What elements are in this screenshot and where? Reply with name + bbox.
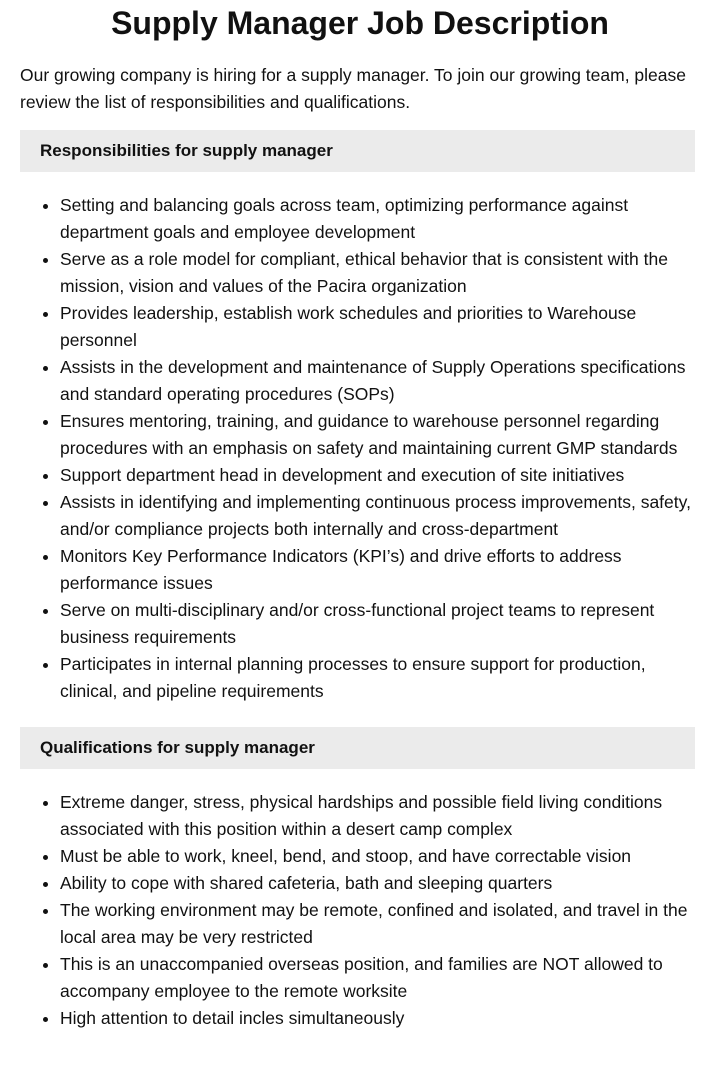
list-item: • The working environment may be remote, confined and isolated, and travel in the local area may be very restricted xyxy=(60,897,700,951)
page-title: Supply Manager Job Description xyxy=(111,5,609,41)
list-item: • Extreme danger, stress, physical hardships and possible field living conditions associated with this position within a desert camp complex xyxy=(60,789,700,843)
list-item: • Serve as a role model for compliant, ethical behavior that is consistent with the mission, vision and values of the Pacira organization xyxy=(60,246,700,300)
list-item: • Setting and balancing goals across team, optimizing performance against department goals and employee development xyxy=(60,192,700,246)
responsibilities-heading: Responsibilities for supply manager xyxy=(20,130,695,172)
list-item: • Provides leadership, establish work schedules and priorities to Warehouse personnel xyxy=(60,300,700,354)
list-item: • Assists in the development and maintenance of Supply Operations specifications and standard operating procedures (SOPs) xyxy=(60,354,700,408)
list-item: • High attention to detail incles simultaneously xyxy=(60,1005,700,1032)
list-item: • Ensures mentoring, training, and guidance to warehouse personnel regarding procedures with an emphasis on safety and maintaining current GMP standards xyxy=(60,408,700,462)
list-item: • Participates in internal planning processes to ensure support for production, clinical, and pipeline requirements xyxy=(60,651,700,705)
list-item: • Support department head in development and execution of site initiatives xyxy=(60,462,700,489)
responsibilities-list xyxy=(0,192,700,705)
list-item: • Serve on multi-disciplinary and/or cross-functional project teams to represent business requirements xyxy=(60,597,700,651)
list-item: • Must be able to work, kneel, bend, and stoop, and have correctable vision xyxy=(60,843,700,870)
list-item: • Assists in identifying and implementing continuous process improvements, safety, and/or compliance projects both internally and cross-department xyxy=(60,489,700,543)
intro-text: Our growing company is hiring for a supply manager. To join our growing team, please review the list of responsibilities and qualifications. xyxy=(20,65,686,112)
qualifications-heading: Qualifications for supply manager xyxy=(20,727,695,769)
qualifications-list xyxy=(0,789,700,1032)
list-item: • Ability to cope with shared cafeteria, bath and sleeping quarters xyxy=(60,870,700,897)
list-item: • This is an unaccompanied overseas position, and families are NOT allowed to accompany employee to the remote worksite xyxy=(60,951,700,1005)
list-item: • Monitors Key Performance Indicators (KPI’s) and drive efforts to address performance issues xyxy=(60,543,700,597)
